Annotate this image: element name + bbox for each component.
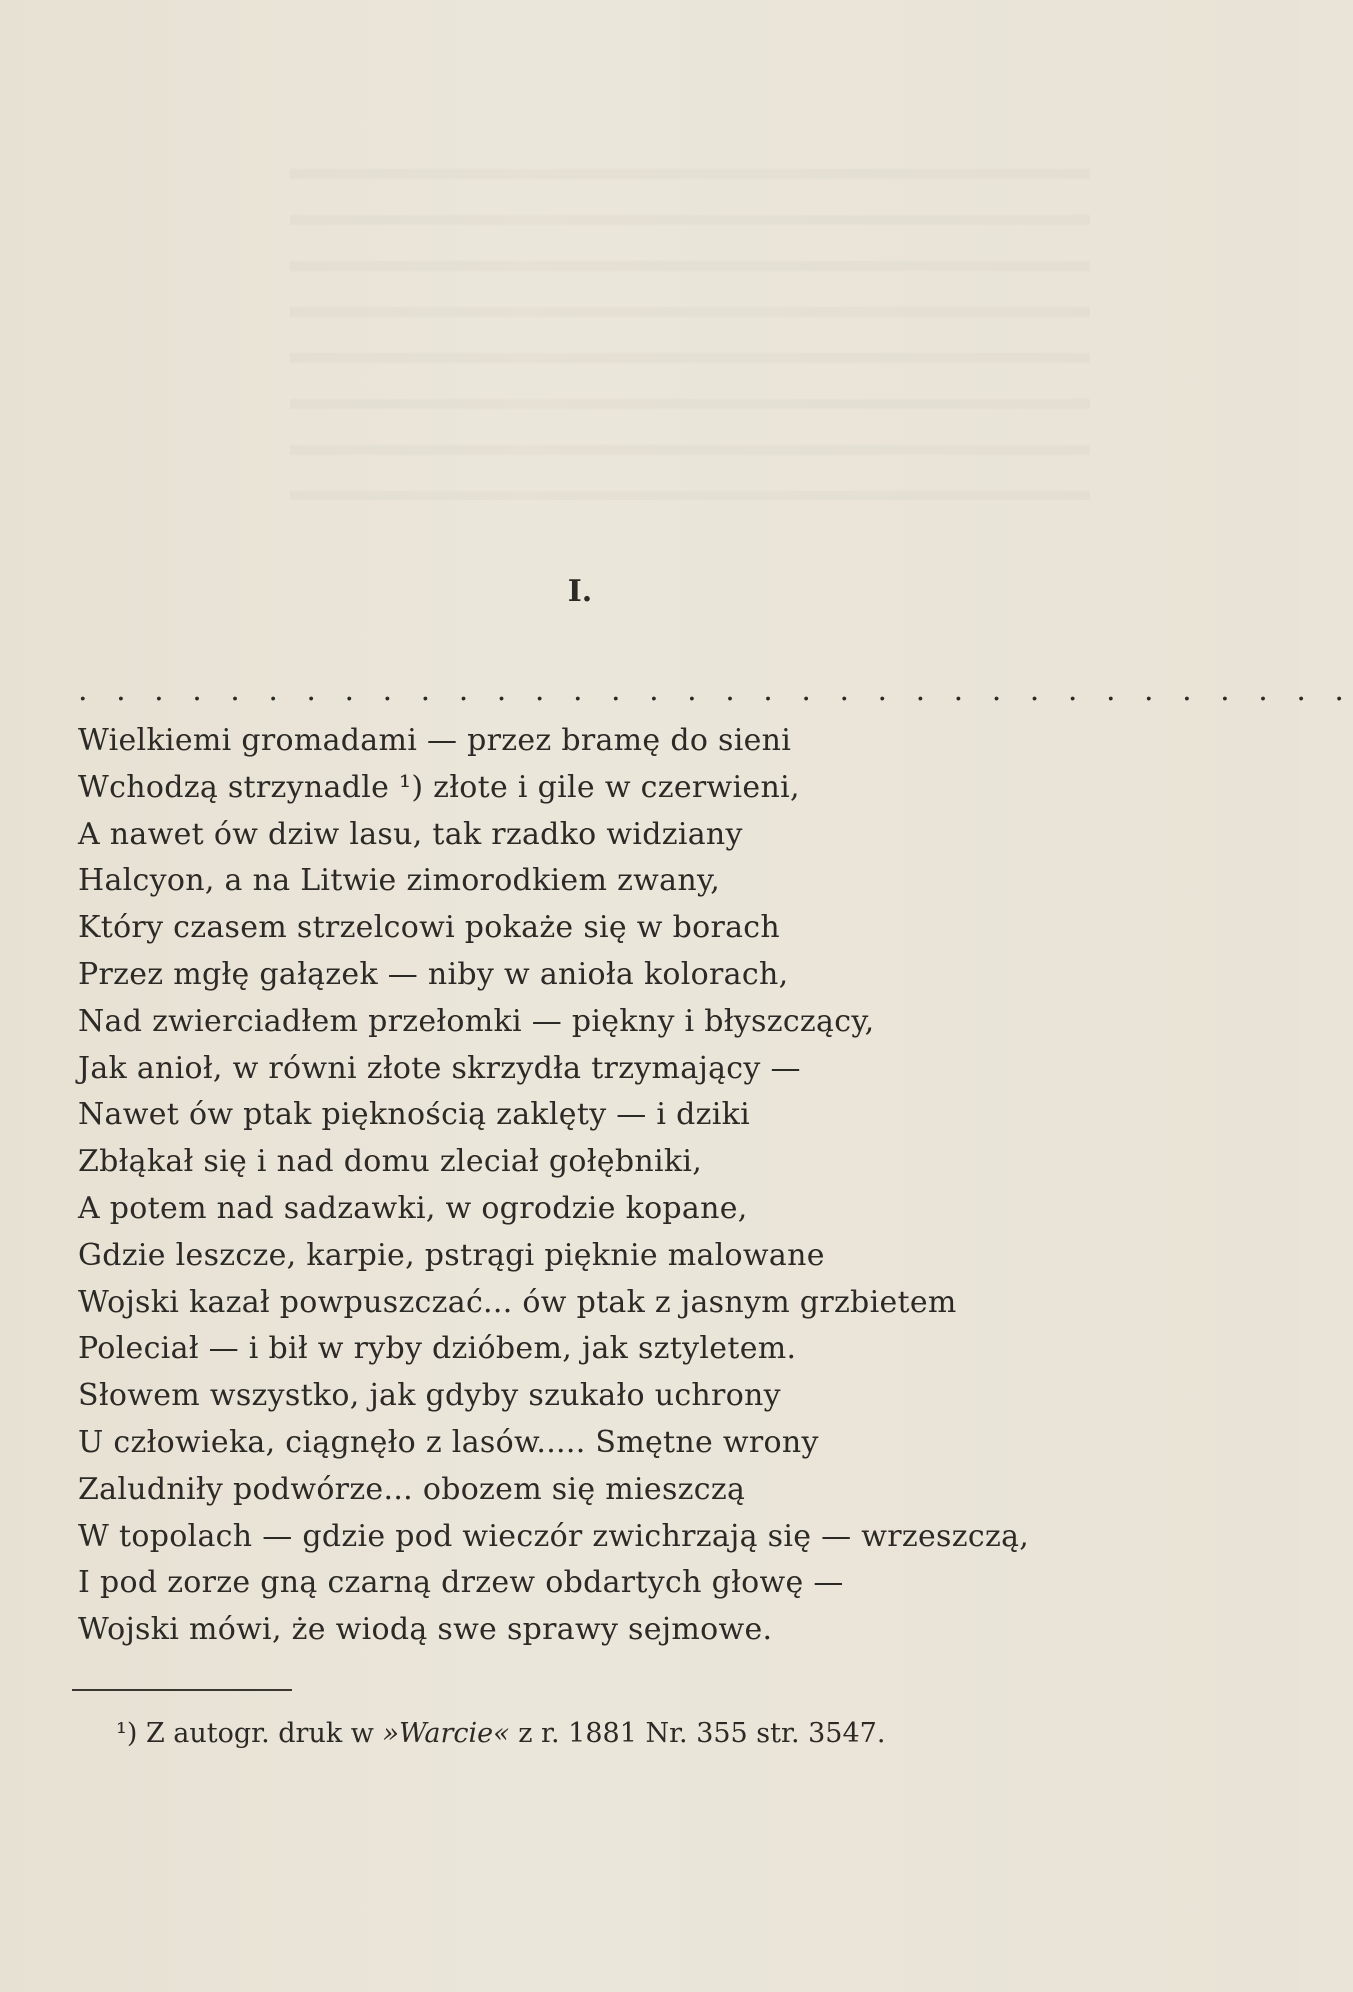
bleed-through-text bbox=[290, 140, 1090, 500]
footnote bbox=[116, 1718, 885, 1749]
verse-line: U człowieka, ciągnęło z lasów..... Smętne wrony bbox=[78, 1424, 819, 1460]
verse-line: Gdzie leszcze, karpie, pstrągi pięknie malowane bbox=[78, 1237, 825, 1273]
verse-line: Słowem wszystko, jak gdyby szukało uchrony bbox=[78, 1378, 781, 1414]
footnote-separator bbox=[72, 1689, 292, 1691]
ellipsis-dots-line: . . . . . . . . . . . . . . . . . . . . . . . . . . . . . . . . . . bbox=[78, 673, 1353, 708]
verse-line: Jak anioł, w równi złote skrzydła trzymający — bbox=[78, 1050, 801, 1086]
footnote-marker: ¹) bbox=[116, 1718, 138, 1749]
verse-line: Zbłąkał się i nad domu zleciał gołębniki, bbox=[78, 1144, 703, 1180]
verse-line: Który czasem strzelcowi pokaże się w borach bbox=[78, 910, 781, 946]
verse-line: Wchodzą strzynadle ¹) złote i gile w czerwieni, bbox=[78, 769, 800, 805]
footnote-source-title: »Warcie« bbox=[382, 1718, 510, 1749]
verse-line: Wojski mówi, że wiodą swe sprawy sejmowe. bbox=[78, 1612, 773, 1648]
footnote-text-before: Z autogr. druk w bbox=[137, 1718, 383, 1749]
verse-line: Wielkiemi gromadami — przez bramę do sieni bbox=[78, 723, 792, 758]
verse-line: Zaludniły podwórze... obozem się mieszczą bbox=[78, 1471, 746, 1507]
verse-line: I pod zorze gną czarną drzew obdartych głowę — bbox=[78, 1565, 844, 1601]
poem-verses bbox=[78, 718, 1088, 1654]
verse-line: Nawet ów ptak pięknością zaklęty — i dziki bbox=[78, 1097, 751, 1133]
verse-line: Halcyon, a na Litwie zimorodkiem zwany, bbox=[78, 863, 721, 899]
verse-line: W topolach — gdzie pod wieczór zwichrzają się — wrzeszczą, bbox=[78, 1518, 1030, 1554]
verse-line: A potem nad sadzawki, w ogrodzie kopane, bbox=[78, 1190, 748, 1226]
chapter-numeral: I. bbox=[567, 574, 593, 609]
verse-line: Wojski kazał powpuszczać... ów ptak z jasnym grzbietem bbox=[78, 1284, 957, 1320]
verse-line: A nawet ów dziw lasu, tak rzadko widziany bbox=[78, 816, 743, 852]
verse-line: Poleciał — i bił w ryby dzióbem, jak sztyletem. bbox=[78, 1331, 797, 1367]
verse-line: Nad zwierciadłem przełomki — piękny i błyszczący, bbox=[78, 1003, 875, 1039]
footnote-text-after: z r. 1881 Nr. 355 str. 3547. bbox=[509, 1718, 886, 1749]
verse-line: Przez mgłę gałązek — niby w anioła kolorach, bbox=[78, 956, 789, 992]
